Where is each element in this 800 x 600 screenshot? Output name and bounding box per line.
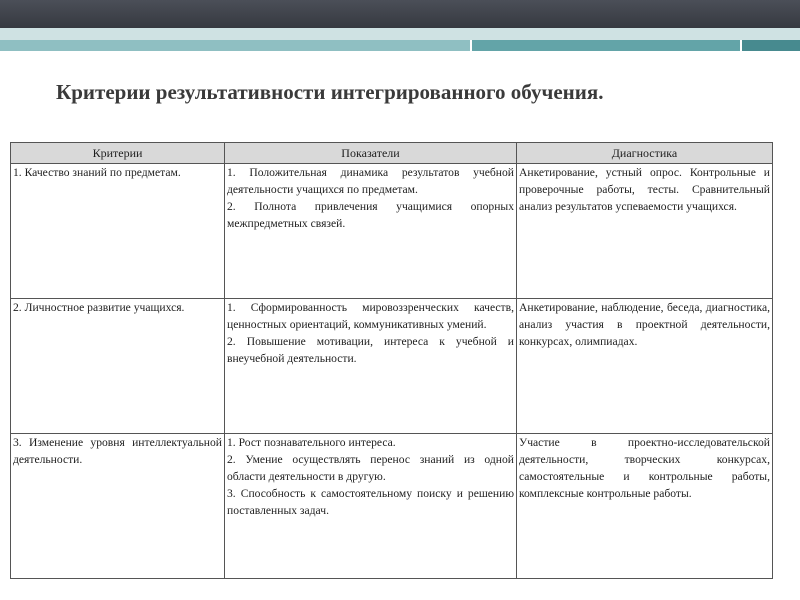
indicator-text: 1. Положительная динамика результатов учебной деятельности учащихся по предметам. [227, 166, 514, 196]
column-header-indicators: Показатели [225, 143, 517, 164]
indicator-text: 3. Способность к самостоятельному поиску и решению поставленных задач. [227, 487, 514, 517]
accent-segment [472, 40, 740, 51]
criteria-table [10, 142, 773, 579]
indicators-cell [225, 164, 517, 299]
slide-title: Критерии результативности интегрированного обучения. [56, 80, 604, 104]
diagnostics-cell [517, 434, 773, 579]
criterion-cell [11, 299, 225, 434]
indicator-text: 2. Умение осуществлять перенос знаний из одной области деятельности в другую. [227, 453, 514, 483]
criterion-text: 3. Изменение уровня интеллектуальной деятельности. [13, 436, 222, 466]
diagnostics-cell [517, 164, 773, 299]
table-row [11, 164, 773, 299]
table-header-row [11, 143, 773, 164]
indicator-text: 2. Повышение мотивации, интереса к учебной и внеучебной деятельности. [227, 335, 514, 365]
diagnostics-text: Анкетирование, наблюдение, беседа, диагностика, анализ участия в проектной деятельности, конкурсах, олимпиадах. [519, 301, 770, 348]
slide-header-band [0, 0, 800, 28]
diagnostics-text: Анкетирование, устный опрос. Контрольные и проверочные работы, тесты. Сравнительный анализ результатов успеваемости учащихся. [519, 166, 770, 213]
criterion-cell [11, 164, 225, 299]
accent-segment [742, 40, 800, 51]
indicator-text: 1. Рост познавательного интереса. [227, 436, 396, 449]
table-row [11, 299, 773, 434]
indicator-text: 1. Сформированность мировоззренческих качеств, ценностных ориентаций, коммуникативных умений. [227, 301, 514, 331]
criterion-text: 1. Качество знаний по предметам. [13, 166, 181, 179]
table-row [11, 434, 773, 579]
criterion-text: 2. Личностное развитие учащихся. [13, 301, 185, 314]
indicator-text: 2. Полнота привлечения учащимися опорных межпредметных связей. [227, 200, 514, 230]
column-header-criteria: Критерии [11, 143, 225, 164]
diagnostics-text: Участие в проектно-исследовательской деятельности, творческих конкурсах, самостоятельные и контрольные работы, комплексные контрольные работы. [519, 436, 770, 500]
slide-accent-strip [0, 28, 800, 40]
criterion-cell [11, 434, 225, 579]
diagnostics-cell [517, 299, 773, 434]
column-header-diagnostics: Диагностика [517, 143, 773, 164]
accent-segment [0, 40, 470, 51]
indicators-cell [225, 434, 517, 579]
indicators-cell [225, 299, 517, 434]
